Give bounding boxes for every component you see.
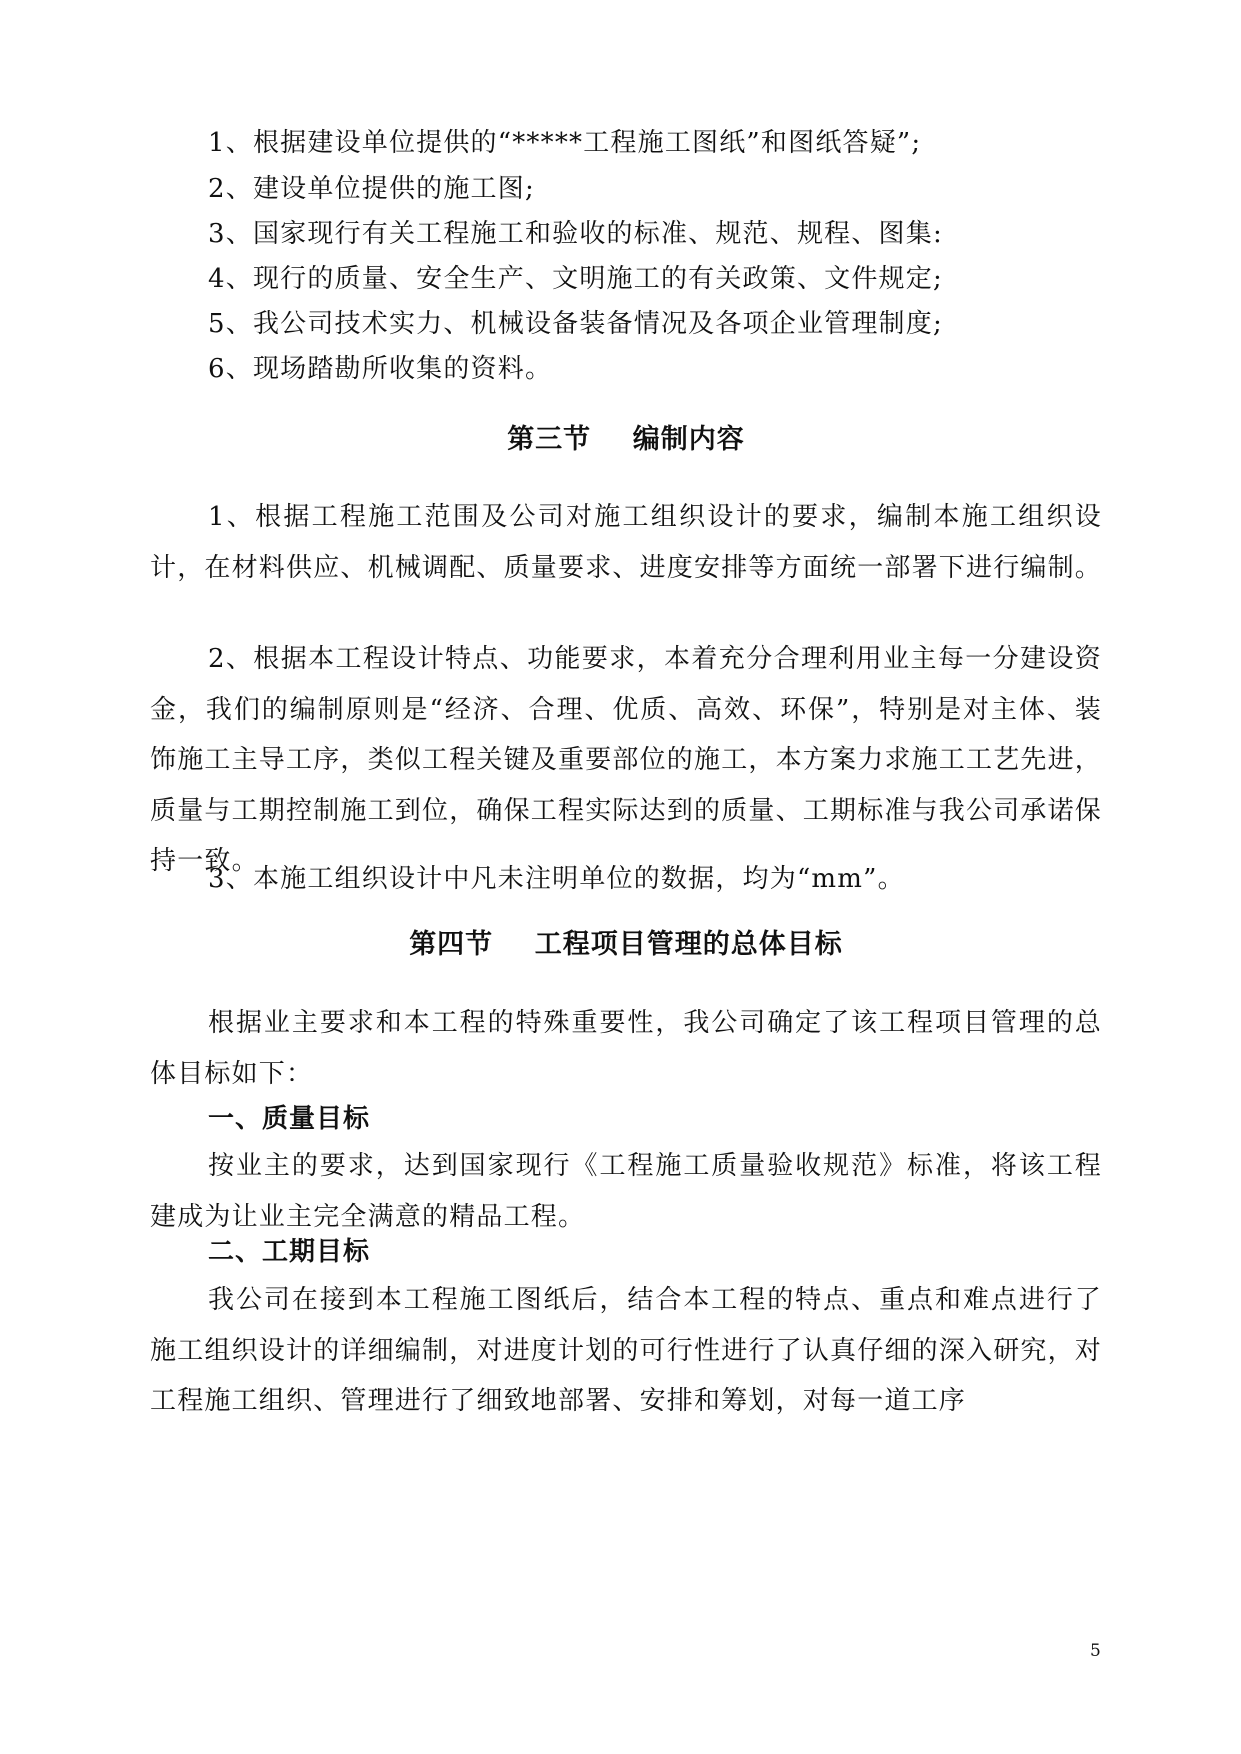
basis-item-3: 3、国家现行有关工程施工和验收的标准、规范、规程、图集: bbox=[208, 219, 943, 249]
section-3-paragraph-1: 1、根据工程施工范围及公司对施工组织设计的要求，编制本施工组织设计，在材料供应、机械调配、质量要求、进度安排等方面统一部署下进行编制。 bbox=[150, 502, 1103, 583]
basis-item-5: 5、我公司技术实力、机械设备装备情况及各项企业管理制度; bbox=[208, 309, 943, 339]
basis-item-1: 1、根据建设单位提供的“*****工程施工图纸”和图纸答疑”; bbox=[208, 128, 922, 158]
section-3-heading: 第三节 编制内容 bbox=[507, 424, 745, 455]
section-3-paragraph-2: 2、根据本工程设计特点、功能要求，本着充分合理利用业主每一分建设资金，我们的编制原则是“经济、合理、优质、高效、环保”，特别是对主体、装饰施工主导工序，类似工程关键及重要部位的施工，本方案力求施工工艺先进，质量与工期控制施工到位，确保工程实际达到的质量、工期标准与我公司承诺保持一致。 bbox=[150, 644, 1103, 876]
quality-target-heading: 一、质量目标 bbox=[208, 1104, 371, 1134]
section-4-heading: 第四节 工程项目管理的总体目标 bbox=[409, 929, 843, 960]
section-4-intro: 根据业主要求和本工程的特殊重要性，我公司确定了该工程项目管理的总体目标如下： bbox=[150, 1008, 1102, 1089]
schedule-target-text: 我公司在接到本工程施工图纸后，结合本工程的特点、重点和难点进行了施工组织设计的详细编制，对进度计划的可行性进行了认真仔细的深入研究，对工程施工组织、管理进行了细致地部署、安排和筹划，对每一道工序 bbox=[150, 1285, 1103, 1416]
basis-item-6: 6、现场踏勘所收集的资料。 bbox=[208, 354, 553, 384]
section-3-paragraph-3: 3、本施工组织设计中凡未注明单位的数据，均为“mm”。 bbox=[208, 864, 905, 894]
basis-item-4: 4、现行的质量、安全生产、文明施工的有关政策、文件规定; bbox=[208, 264, 943, 294]
page-number: 5 bbox=[1090, 1641, 1101, 1661]
basis-item-2: 2、建设单位提供的施工图; bbox=[208, 174, 535, 204]
schedule-target-heading: 二、工期目标 bbox=[208, 1237, 371, 1267]
quality-target-text: 按业主的要求，达到国家现行《工程施工质量验收规范》标准，将该工程建成为让业主完全满意的精品工程。 bbox=[150, 1151, 1102, 1232]
